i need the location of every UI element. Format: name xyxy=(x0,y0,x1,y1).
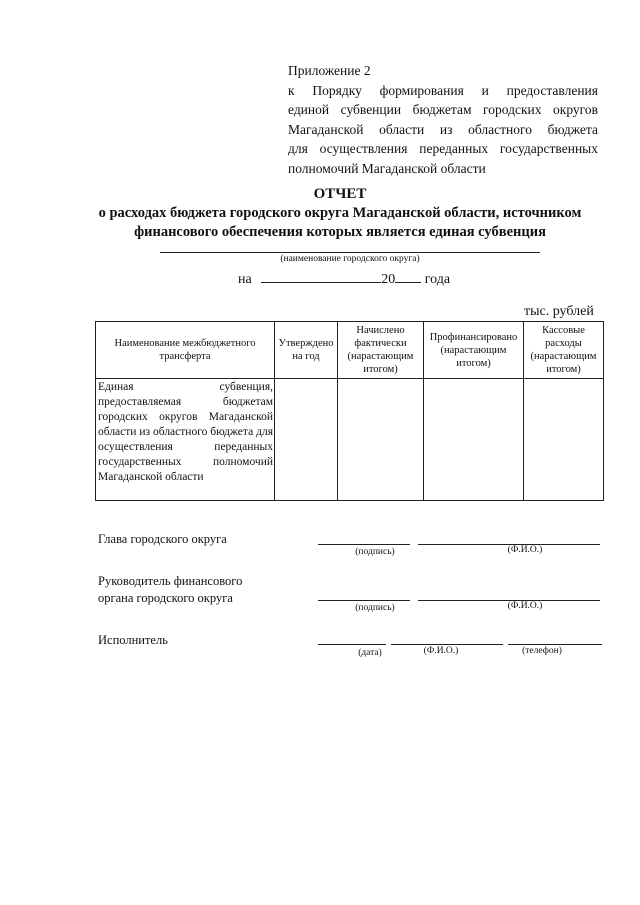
appendix-line: Магаданской области из областного бюджета xyxy=(288,121,598,137)
name-caption: (Ф.И.О.) xyxy=(507,545,543,555)
name-caption: (Ф.И.О.) xyxy=(423,646,459,656)
report-period xyxy=(238,268,450,288)
executor-label: Исполнитель xyxy=(98,633,168,647)
column-header: Наименование межбюджетного трансферта xyxy=(96,322,275,379)
name-caption: (Ф.И.О.) xyxy=(507,601,543,611)
financed-cell[interactable] xyxy=(424,379,524,501)
table-row xyxy=(96,379,604,501)
units-label: тыс. рублей xyxy=(524,304,594,319)
appendix-line: к Порядку формирования и предоставления xyxy=(288,82,598,98)
executor-date-line[interactable] xyxy=(318,644,386,645)
report-title: ОТЧЕТ xyxy=(313,186,367,202)
transfer-name-cell: Единая субвенция, предоставляемая бюджетам городских округов Магаданской области из областного бюджета для осуществления переданных государственных полномочий Магаданской области xyxy=(96,379,275,501)
table-header-row xyxy=(96,322,604,379)
period-year-prefix: 20 xyxy=(381,272,396,287)
signature-caption: (подпись) xyxy=(355,603,395,613)
cash-expenses-cell[interactable] xyxy=(524,379,604,501)
appendix-line: единой субвенции бюджетам городских округов xyxy=(288,102,598,117)
date-caption: (дата) xyxy=(358,648,382,658)
head-signature-line[interactable] xyxy=(318,544,410,545)
executor-name-line[interactable] xyxy=(391,644,503,645)
executor-phone-line[interactable] xyxy=(508,644,602,645)
report-subtitle: финансового обеспечения которых является единая субвенция xyxy=(134,224,546,240)
municipality-name-field[interactable] xyxy=(160,252,540,253)
head-signature-label: Глава городского округа xyxy=(98,532,227,546)
finance-signature-line[interactable] xyxy=(318,600,410,601)
appendix-line: для осуществления переданных государственных xyxy=(288,141,598,156)
period-prefix: на xyxy=(238,272,252,287)
phone-caption: (телефон) xyxy=(522,646,562,656)
appendix-heading: Приложение 2 xyxy=(288,63,371,78)
appendix-line: полномочий Магаданской области xyxy=(288,160,486,176)
column-header: Утверждено на год xyxy=(275,322,338,379)
approved-cell[interactable] xyxy=(275,379,338,501)
report-table xyxy=(95,321,604,501)
municipality-name-caption: (наименование городского округа) xyxy=(280,254,420,264)
period-year-field[interactable] xyxy=(395,268,421,283)
finance-head-label xyxy=(98,573,242,607)
period-date-field[interactable] xyxy=(261,268,381,283)
column-header: Начислено фактически (нарастающим итогом) xyxy=(338,322,424,379)
appendix-block xyxy=(288,61,598,178)
period-suffix: года xyxy=(424,272,451,287)
report-subtitle: о расходах бюджета городского округа Магаданской области, источником xyxy=(98,205,582,221)
signature-caption: (подпись) xyxy=(355,547,395,557)
finance-head-label-line: Руководитель финансового xyxy=(98,574,243,588)
column-header: Кассовые расходы (нарастающим итогом) xyxy=(524,322,604,379)
column-header: Профинансировано (нарастающим итогом) xyxy=(424,322,524,379)
accrued-cell[interactable] xyxy=(338,379,424,501)
finance-head-label-line: органа городского округа xyxy=(98,591,233,605)
